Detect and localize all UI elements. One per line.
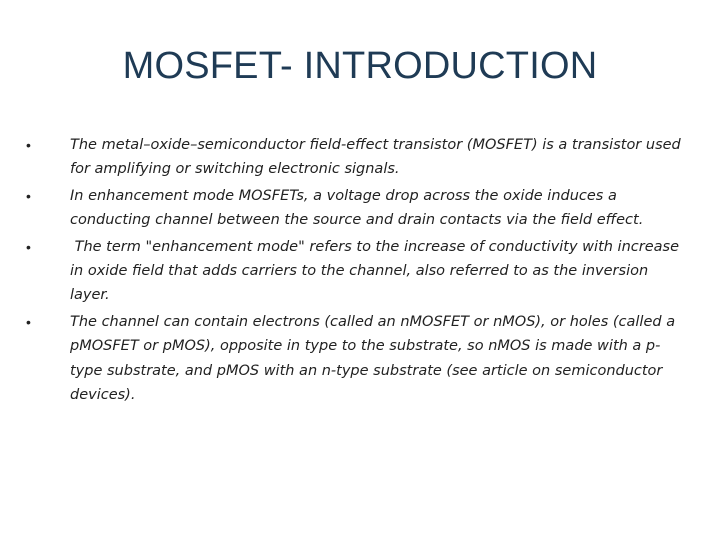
bullet-marker: • <box>26 238 31 255</box>
bullet-item <box>26 133 686 182</box>
bullet-item <box>26 235 686 308</box>
bullet-text: The metal–oxide–semiconductor field-effect transistor (MOSFET) is a transistor used for amplifying or switching electronic signals. <box>70 137 686 178</box>
bullet-marker: • <box>26 137 31 153</box>
slide-title: MOSFET- INTRODUCTION <box>122 45 598 87</box>
bullet-text: The term "enhancement mode" refers to the increase of conductivity with increase in oxide field that adds carriers to the channel, also referred to as the inversion layer. <box>70 238 684 304</box>
bullet-list <box>26 133 686 409</box>
bullet-item <box>26 310 686 408</box>
bullet-marker: • <box>26 187 31 204</box>
bullet-item <box>26 184 686 233</box>
bullet-text: The channel can contain electrons (called an nMOSFET or nMOS), or holes (called a pMOSFET or pMOS), opposite in type to the substrate, so nMOS is made with a p-type substrate, and pMOS with an n-type substrate (see article on semiconductor devices). <box>70 313 680 404</box>
bullet-text: In enhancement mode MOSFETs, a voltage drop across the oxide induces a conducting channel between the source and drain contacts via the field effect. <box>70 187 644 229</box>
bullet-marker: • <box>26 313 31 330</box>
